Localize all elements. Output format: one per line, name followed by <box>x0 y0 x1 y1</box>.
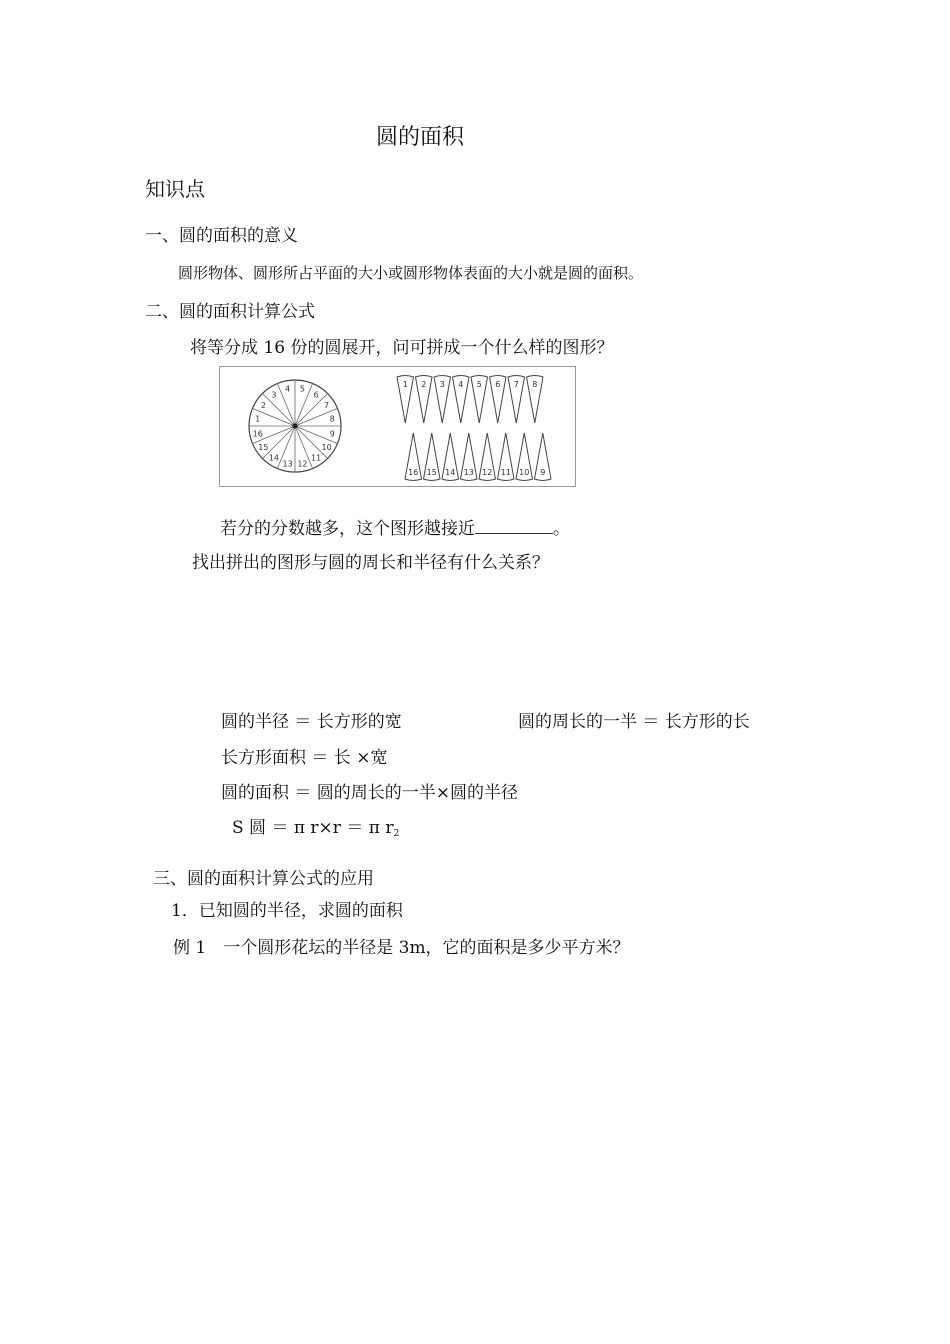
top-row-label: 2 <box>421 380 427 389</box>
circle-rearrangement-figure <box>219 366 576 487</box>
circle-sector-label: 14 <box>268 453 279 463</box>
section-3-heading: 三、圆的面积计算公式的应用 <box>153 869 374 889</box>
formula-half-circumference-length: 圆的周长的一半 ＝ 长方形的长 <box>518 712 750 732</box>
knowledge-heading: 知识点 <box>145 177 205 201</box>
section-1-text: 圆形物体、圆形所占平面的大小或圆形物体表面的大小就是圆的面积。 <box>178 264 644 282</box>
bottom-row-label: 9 <box>540 468 546 477</box>
formula-circle-area: 圆的面积 ＝ 圆的周长的一半×圆的半径 <box>221 783 519 803</box>
bottom-row-label: 14 <box>445 468 456 477</box>
circle-sector-label: 5 <box>299 384 305 394</box>
fill-in-sentence <box>220 514 570 539</box>
bottom-row-label: 16 <box>408 468 419 477</box>
circle-sector-label: 4 <box>285 384 291 394</box>
section-3-subheading-1: 1．已知圆的半径，求圆的面积 <box>171 901 403 921</box>
formula-s-circle <box>232 813 399 839</box>
circle-sector-label: 11 <box>311 453 322 463</box>
bottom-row-label: 11 <box>500 468 511 477</box>
formula-s-circle-main: S 圆 ＝ π r×r ＝ π r <box>232 818 394 838</box>
fill-in-blank[interactable] <box>475 519 553 534</box>
formula-rectangle-area: 长方形面积 ＝ 长 ×宽 <box>221 748 388 768</box>
circle-sector-label: 12 <box>297 459 308 469</box>
bottom-row-label: 12 <box>482 468 493 477</box>
circle-sector-line <box>295 393 328 426</box>
top-row-label: 6 <box>495 380 501 389</box>
bottom-row-label: 13 <box>463 468 474 477</box>
fill-in-prefix: 若分的分数越多，这个图形越接近 <box>220 519 475 539</box>
fill-in-suffix: 。 <box>553 519 570 539</box>
circle-sector-label: 8 <box>329 414 335 424</box>
circle-sector-label: 7 <box>324 400 330 410</box>
circle-sector-label: 3 <box>271 390 277 400</box>
circle-sector-label: 15 <box>258 443 269 453</box>
circle-sector-label: 6 <box>313 390 319 400</box>
circle-sector-label: 16 <box>252 429 263 439</box>
page-title: 圆的面积 <box>376 125 465 150</box>
circle-sector-line <box>262 393 295 426</box>
top-row-label: 8 <box>532 380 538 389</box>
circle-center <box>293 424 298 429</box>
example-1: 例 1 一个圆形花坛的半径是 3m，它的面积是多少平方米？ <box>173 938 630 958</box>
top-row-label: 1 <box>402 380 408 389</box>
section-1-heading: 一、圆的面积的意义 <box>145 226 298 246</box>
formula-radius-width: 圆的半径 ＝ 长方形的宽 <box>221 712 402 732</box>
top-row-label: 5 <box>476 380 482 389</box>
section-2-question: 将等分成 16 份的圆展开，问可拼成一个什么样的图形？ <box>190 338 614 358</box>
top-row-label: 4 <box>458 380 464 389</box>
figure-drawing <box>220 367 575 486</box>
circle-sector-label: 9 <box>329 429 335 439</box>
bottom-row-label: 10 <box>519 468 530 477</box>
circle-sector-label: 2 <box>260 400 266 410</box>
circle-sector-label: 13 <box>282 459 293 469</box>
circle-sector-label: 10 <box>321 443 332 453</box>
section-2-heading: 二、圆的面积计算公式 <box>145 302 315 322</box>
circle-sector-label: 1 <box>255 414 261 424</box>
bottom-row-label: 15 <box>426 468 437 477</box>
relation-question: 找出拼出的图形与圆的周长和半径有什么关系？ <box>192 553 549 573</box>
top-row-label: 3 <box>439 380 445 389</box>
formula-s-circle-exponent: 2 <box>393 829 400 839</box>
top-row-label: 7 <box>513 380 519 389</box>
